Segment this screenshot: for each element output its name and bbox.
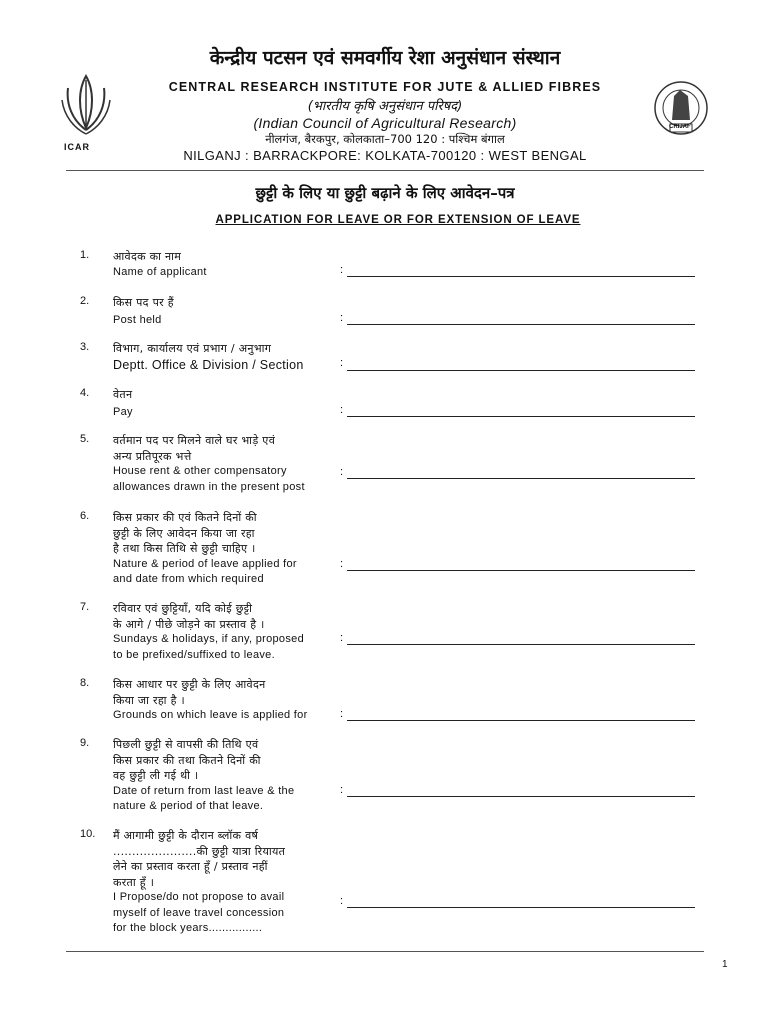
item-label <box>113 387 133 420</box>
item-colon: : <box>340 708 344 720</box>
item-label-hindi: छुट्टी के लिए आवेदन किया जा रहा <box>113 526 255 540</box>
item-label <box>113 341 304 373</box>
institute-title-english: CENTRAL RESEARCH INSTITUTE FOR JUTE & ALLIED FIBRES <box>168 80 602 94</box>
item-label-english: for the block years................ <box>113 922 263 934</box>
item-label-hindi: करता हूँ । <box>113 875 155 889</box>
item-label-hindi: वह छुट्टी ली गई थी । <box>113 769 199 782</box>
item-colon: : <box>340 895 344 907</box>
item-label-hindi: विभाग, कार्यालय एवं प्रभाग / अनुभाग <box>113 342 272 355</box>
item-label-english: Deptt. Office & Division / Section <box>113 357 304 372</box>
item-label-english: Pay <box>113 405 133 418</box>
item-label <box>113 295 174 328</box>
item-label-hindi: वेतन <box>113 388 133 401</box>
item-number: 9. <box>80 737 90 749</box>
form-title-english: APPLICATION FOR LEAVE OR FOR EXTENSION OF LEAVE <box>215 214 581 226</box>
item-label-english: Sundays & holidays, if any, proposed <box>113 633 304 645</box>
item-label-hindi: मैं आगामी छुट्टी के दौरान ब्लॉक वर्ष <box>113 829 259 842</box>
item-label-hindi: किस आधार पर छुट्टी के लिए आवेदन <box>113 678 266 691</box>
item-label <box>113 433 305 495</box>
item-label-english: allowances drawn in the present post <box>113 480 305 493</box>
item-colon: : <box>340 264 344 276</box>
pay-field[interactable] <box>347 416 695 417</box>
item-label-hindi: के आगे / पीछे जोड़ने का प्रस्ताव है । <box>113 617 265 631</box>
item-label <box>113 601 304 663</box>
department-field[interactable] <box>347 370 695 371</box>
item-label-english: Nature & period of leave applied for <box>113 557 297 570</box>
item-label <box>113 249 207 280</box>
council-name-hindi: (भारतीय कृषि अनुसंधान परिषद) <box>307 99 463 114</box>
item-label-english: nature & period of that leave. <box>113 800 264 812</box>
address-hindi: नीलगंज, बैरकपुर, कोलकाता–700 120 : पश्चिम बंगाल <box>265 132 505 146</box>
item-label-english: and date from which required <box>113 573 264 585</box>
item-label <box>113 510 297 588</box>
item-number: 1. <box>80 249 90 261</box>
item-label-hindi: आवेदक का नाम <box>113 250 182 263</box>
item-label-english: Date of return from last leave & the <box>113 784 295 797</box>
item-colon: : <box>340 784 344 796</box>
item-label-english: Post held <box>113 313 162 326</box>
item-label-hindi: किस पद पर हैं <box>113 296 174 309</box>
item-label-hindi: किया जा रहा है । <box>113 693 186 707</box>
item-label-english: I Propose/do not propose to avail <box>113 891 285 903</box>
item-label <box>113 677 308 724</box>
item-label-english: Grounds on which leave is applied for <box>113 709 308 721</box>
institute-title-hindi: केन्द्रीय पटसन एवं समवर्गीय रेशा अनुसंधान संस्थान <box>209 47 561 69</box>
item-label-hindi: रविवार एवं छुट्टियाँ, यदि कोई छुट्टी <box>113 602 253 615</box>
page-number: 1 <box>722 959 728 970</box>
item-colon: : <box>340 466 344 478</box>
address-english: NILGANJ : BARRACKPORE: KOLKATA-700120 : WEST BENGAL <box>183 148 587 163</box>
item-label-hindi: वर्तमान पद पर मिलने वाले घर भाड़े एवं <box>113 434 276 447</box>
item-colon: : <box>340 558 344 570</box>
header-divider <box>66 170 704 171</box>
item-colon: : <box>340 357 344 369</box>
icar-logo-text: ICAR <box>64 142 90 152</box>
item-label-hindi: है तथा किस तिथि से छुट्टी चाहिए । <box>113 542 256 555</box>
item-label-english: Name of applicant <box>113 265 207 278</box>
ltc-field[interactable] <box>347 907 695 908</box>
item-label-hindi: ......................की छुट्टी यात्रा रियायत <box>113 844 286 858</box>
item-label-english: to be prefixed/suffixed to leave. <box>113 648 275 661</box>
leave-nature-field[interactable] <box>347 570 695 571</box>
item-number: 10. <box>80 828 96 840</box>
applicant-name-field[interactable] <box>347 276 695 277</box>
council-name-english: (Indian Council of Agricultural Research) <box>253 115 517 131</box>
form-title-hindi: छुट्टी के लिए या छुट्टी बढ़ाने के लिए आवेदन–पत्र <box>255 184 515 202</box>
last-leave-field[interactable] <box>347 796 695 797</box>
item-number: 6. <box>80 510 90 522</box>
item-label-hindi: पिछली छुट्टी से वापसी की तिथि एवं <box>113 738 259 751</box>
grounds-field[interactable] <box>347 720 695 721</box>
footer-divider <box>66 951 704 952</box>
item-label-hindi: अन्य प्रतिपूरक भत्ते <box>113 449 192 463</box>
item-label <box>113 828 285 937</box>
item-colon: : <box>340 632 344 644</box>
item-label-hindi: किस प्रकार की एवं कितने दिनों की <box>113 511 257 524</box>
post-held-field[interactable] <box>347 324 695 325</box>
item-colon: : <box>340 404 344 416</box>
holidays-field[interactable] <box>347 644 695 645</box>
item-number: 8. <box>80 677 90 689</box>
item-label-english: House rent & other compensatory <box>113 465 287 477</box>
allowances-field[interactable] <box>347 478 695 479</box>
item-number: 7. <box>80 601 90 613</box>
item-colon: : <box>340 312 344 324</box>
item-number: 4. <box>80 387 90 399</box>
item-number: 3. <box>80 341 90 353</box>
crijaf-logo-text: CRIJAF <box>669 124 691 130</box>
item-label-english: myself of leave travel concession <box>113 906 285 919</box>
item-number: 5. <box>80 433 90 445</box>
item-label-hindi: किस प्रकार की तथा कितने दिनों की <box>113 753 261 767</box>
item-label-hindi: लेने का प्रस्ताव करता हूँ / प्रस्ताव नहीं <box>113 860 268 873</box>
item-number: 2. <box>80 295 90 307</box>
item-label <box>113 737 294 815</box>
